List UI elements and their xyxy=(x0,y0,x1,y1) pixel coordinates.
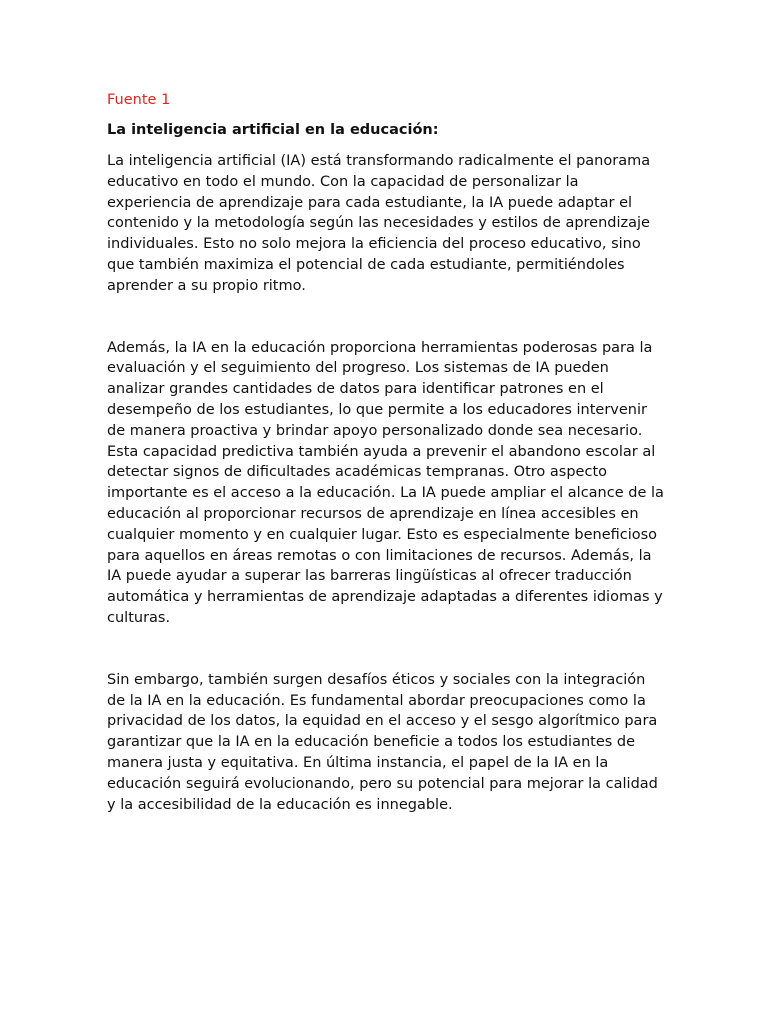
document-page xyxy=(107,90,667,815)
document-title: La inteligencia artificial en la educación: xyxy=(107,122,439,138)
source-label: Fuente 1 xyxy=(107,92,171,108)
paragraph-2: Además, la IA en la educación proporciona herramientas poderosas para la evaluación y el seguimiento del progreso. Los sistemas de IA pueden analizar grandes cantidades de datos para identificar patrones en el desempeño de los estudiantes, lo que permite a los educadores intervenir de manera proactiva y brindar apoyo personalizado donde sea necesario. Esta capacidad predictiva también ayuda a prevenir el abandono escolar al detectar signos de dificultades académicas tempranas. Otro aspecto importante es el acceso a la educación. La IA puede ampliar el alcance de la educación al proporcionar recursos de aprendizaje en línea accesibles en cualquier momento y en cualquier lugar. Esto es especialmente beneficioso para aquellos en áreas remotas o con limitaciones de recursos. Además, la IA puede ayudar a superar las barreras lingüísticas al ofrecer traducción automática y herramientas de aprendizaje adaptadas a diferentes idiomas y culturas. xyxy=(107,339,664,626)
paragraph-3: Sin embargo, también surgen desafíos éticos y sociales con la integración de la IA en la educación. Es fundamental abordar preocupaciones como la privacidad de los datos, la equidad en el acceso y el sesgo algorítmico para garantizar que la IA en la educación beneficie a todos los estudiantes de manera justa y equitativa. En última instancia, el papel de la IA en la educación seguirá evolucionando, pero su potencial para mejorar la calidad y la accesibilidad de la educación es innegable. xyxy=(107,671,658,813)
paragraph-1: La inteligencia artificial (IA) está transformando radicalmente el panorama educativo en todo el mundo. Con la capacidad de personalizar la experiencia de aprendizaje para cada estudiante, la IA puede adaptar el contenido y la metodología según las necesidades y estilos de aprendizaje individuales. Esto no solo mejora la eficiencia del proceso educativo, sino que también maximiza el potencial de cada estudiante, permitiéndoles aprender a su propio ritmo. xyxy=(107,153,651,294)
